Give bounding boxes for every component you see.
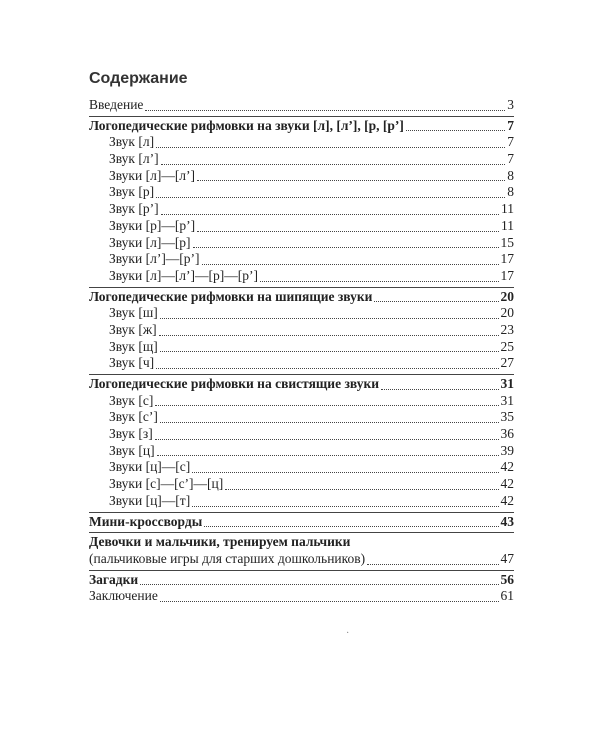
toc-entry-page: 61 — [500, 588, 514, 604]
dot-leader — [202, 264, 499, 265]
toc-entry-page: 42 — [500, 476, 514, 492]
dot-leader — [155, 439, 499, 440]
toc-section-title: Девочки и мальчики, тренируем пальчики — [89, 534, 351, 550]
toc-section-heading — [89, 289, 514, 306]
toc-section-page: 7 — [507, 117, 514, 133]
section-divider — [89, 512, 514, 513]
toc-entry-page: 23 — [500, 321, 514, 337]
toc-entry-title: Звук [л’] — [109, 151, 159, 167]
toc-entry-title: (пальчиковые игры для старших дошкольников) — [89, 550, 366, 566]
toc-entry-title: Звук [з] — [109, 426, 153, 442]
toc-entry-page: 42 — [500, 459, 514, 475]
toc-entry-page: 27 — [500, 355, 514, 371]
toc-entry — [89, 184, 514, 201]
toc-entry-title: Заключение — [89, 588, 158, 604]
toc-entry-page: 39 — [500, 442, 514, 458]
toc-section-title: Логопедические рифмовки на свистящие звуки — [89, 376, 379, 391]
toc-entry-title: Звук [щ] — [109, 338, 158, 354]
toc-entry-page: 7 — [507, 151, 514, 167]
dot-leader — [381, 389, 499, 390]
toc-entry — [89, 305, 514, 322]
toc-entry-page: 17 — [500, 267, 514, 283]
toc-section-title: Мини-кроссворды — [89, 513, 203, 529]
toc-entry — [89, 588, 514, 605]
toc-section-heading — [89, 514, 514, 531]
dot-leader — [160, 422, 499, 423]
toc-entry — [89, 218, 514, 235]
toc-entry — [89, 551, 514, 568]
toc-entry-title: Звук [ц] — [109, 442, 155, 458]
toc-entry-title: Звуки [л]—[л’]—[р]—[р’] — [109, 267, 259, 283]
toc-entry-title: Звук [л] — [109, 134, 155, 150]
section-divider — [89, 532, 514, 533]
toc-entry-intro — [89, 97, 514, 114]
dot-leader — [260, 281, 498, 282]
dot-leader — [161, 214, 499, 215]
toc-entry-title: Звуки [р]—[р’] — [109, 217, 196, 233]
toc-entry — [89, 134, 514, 151]
toc-entry — [89, 459, 514, 476]
toc-entry-title: Звук [с’] — [109, 409, 158, 425]
toc-entry — [89, 151, 514, 168]
dot-leader — [197, 231, 499, 232]
section-divider — [89, 374, 514, 375]
toc-entry-page: 7 — [507, 134, 514, 150]
toc-entry-page: 11 — [501, 217, 514, 233]
table-of-contents — [89, 97, 514, 605]
dot-leader — [157, 455, 499, 456]
dot-leader — [197, 180, 505, 181]
toc-section-title: Загадки — [89, 571, 139, 587]
toc-entry — [89, 251, 514, 268]
toc-entry-page: 8 — [507, 167, 514, 183]
toc-entry-title: Звук [р] — [109, 184, 155, 200]
toc-entry-title: Звуки [ц]—[с] — [109, 459, 191, 475]
toc-entry — [89, 426, 514, 443]
toc-section-heading — [89, 376, 514, 393]
dot-leader — [145, 110, 505, 111]
toc-entry — [89, 268, 514, 285]
dot-leader — [367, 564, 498, 565]
toc-entry-title: Звук [с] — [109, 392, 154, 408]
dot-leader — [161, 164, 506, 165]
toc-section-title: Логопедические рифмовки на звуки [л], [л’], [р, [р’] — [89, 117, 404, 133]
dot-leader — [156, 147, 505, 148]
toc-entry-title: Звуки [ц]—[т] — [109, 492, 191, 508]
toc-section-title: Логопедические рифмовки на шипящие звуки — [89, 288, 373, 304]
print-speck: · — [346, 628, 350, 639]
toc-entry-title: Введение — [89, 97, 144, 112]
dot-leader — [192, 506, 498, 507]
dot-leader — [160, 318, 499, 319]
toc-entry — [89, 235, 514, 252]
dot-leader — [160, 601, 499, 602]
dot-leader — [406, 130, 505, 131]
toc-entry-title: Звуки [л’]—[р’] — [109, 251, 200, 267]
toc-entry — [89, 443, 514, 460]
section-divider — [89, 287, 514, 288]
page-title: Содержание — [89, 70, 188, 87]
toc-entry-page: 15 — [500, 234, 514, 250]
toc-section-page: 43 — [500, 513, 514, 529]
toc-section-page: 31 — [500, 376, 514, 391]
toc-entry-title: Звуки [л]—[р] — [109, 234, 191, 250]
toc-entry-title: Звук [ч] — [109, 355, 155, 371]
toc-entry-page: 11 — [501, 201, 514, 217]
toc-entry — [89, 355, 514, 372]
toc-section-heading — [89, 534, 514, 551]
dot-leader — [192, 472, 498, 473]
toc-section-page: 56 — [500, 571, 514, 587]
dot-leader — [225, 489, 498, 490]
dot-leader — [156, 368, 498, 369]
toc-entry-page: 20 — [500, 305, 514, 321]
toc-entry — [89, 322, 514, 339]
toc-entry — [89, 493, 514, 510]
toc-entry-page: 3 — [507, 97, 514, 112]
section-divider — [89, 570, 514, 571]
dot-leader — [374, 301, 498, 302]
toc-entry-page: 42 — [500, 492, 514, 508]
toc-section-page: 20 — [500, 288, 514, 304]
toc-entry-title: Звук [ш] — [109, 305, 158, 321]
toc-entry — [89, 339, 514, 356]
toc-entry — [89, 168, 514, 185]
toc-entry-page: 31 — [500, 392, 514, 408]
toc-entry — [89, 201, 514, 218]
toc-entry-title: Звуки [с]—[с’]—[ц] — [109, 476, 224, 492]
section-divider — [89, 116, 514, 117]
dot-leader — [160, 351, 499, 352]
toc-entry — [89, 393, 514, 410]
toc-entry-page: 36 — [500, 426, 514, 442]
dot-leader — [156, 197, 505, 198]
dot-leader — [140, 584, 498, 585]
toc-entry-page: 47 — [500, 550, 514, 566]
toc-entry — [89, 476, 514, 493]
toc-entry-page: 35 — [500, 409, 514, 425]
dot-leader — [159, 335, 499, 336]
toc-entry-page: 8 — [507, 184, 514, 200]
dot-leader — [155, 405, 498, 406]
dot-leader — [193, 247, 499, 248]
dot-leader — [204, 526, 498, 527]
toc-entry-title: Звук [ж] — [109, 321, 157, 337]
toc-entry — [89, 409, 514, 426]
toc-entry-title: Звуки [л]—[л’] — [109, 167, 196, 183]
toc-entry-title: Звук [р’] — [109, 201, 159, 217]
toc-section-heading — [89, 572, 514, 589]
toc-entry-page: 17 — [500, 251, 514, 267]
toc-section-heading — [89, 118, 514, 135]
toc-entry-page: 25 — [500, 338, 514, 354]
